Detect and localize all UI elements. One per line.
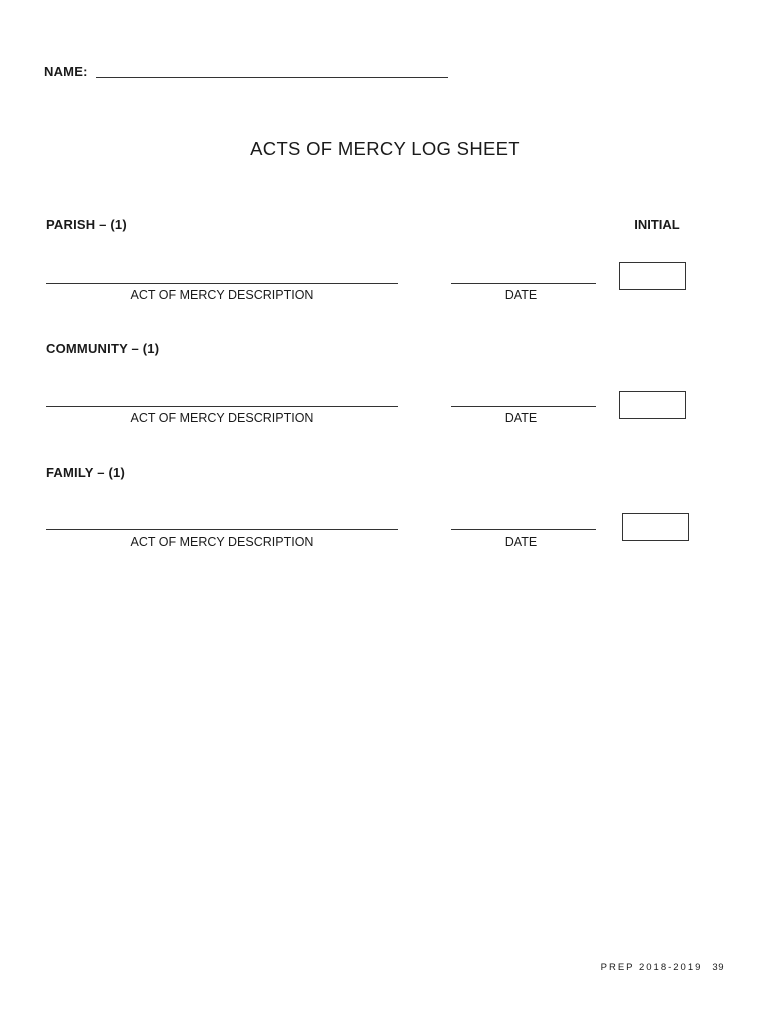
description-field-family[interactable] <box>46 529 398 530</box>
description-caption-parish: ACT OF MERCY DESCRIPTION <box>130 288 314 302</box>
description-field-parish[interactable] <box>46 283 398 284</box>
section-heading-community: COMMUNITY – (1) <box>46 341 160 356</box>
description-caption-community: ACT OF MERCY DESCRIPTION <box>130 411 314 425</box>
name-field[interactable] <box>96 77 448 78</box>
section-heading-parish: PARISH – (1) <box>46 217 127 232</box>
initial-heading: INITIAL <box>634 217 680 232</box>
page-footer <box>601 962 724 973</box>
description-field-community[interactable] <box>46 406 398 407</box>
footer-program: PREP 2018-2019 <box>600 962 703 973</box>
date-field-community[interactable] <box>451 406 596 407</box>
section-heading-family: FAMILY – (1) <box>46 465 125 480</box>
date-field-parish[interactable] <box>451 283 596 284</box>
page-title: ACTS OF MERCY LOG SHEET <box>250 138 520 159</box>
date-field-family[interactable] <box>451 529 596 530</box>
name-label: NAME: <box>44 64 88 79</box>
initial-box-parish[interactable] <box>619 262 686 290</box>
initial-box-family[interactable] <box>622 513 689 541</box>
date-caption-family: DATE <box>504 535 538 549</box>
date-caption-community: DATE <box>504 411 538 425</box>
initial-box-community[interactable] <box>619 391 686 419</box>
date-caption-parish: DATE <box>504 288 538 302</box>
description-caption-family: ACT OF MERCY DESCRIPTION <box>130 535 314 549</box>
page-number: 39 <box>712 962 724 973</box>
